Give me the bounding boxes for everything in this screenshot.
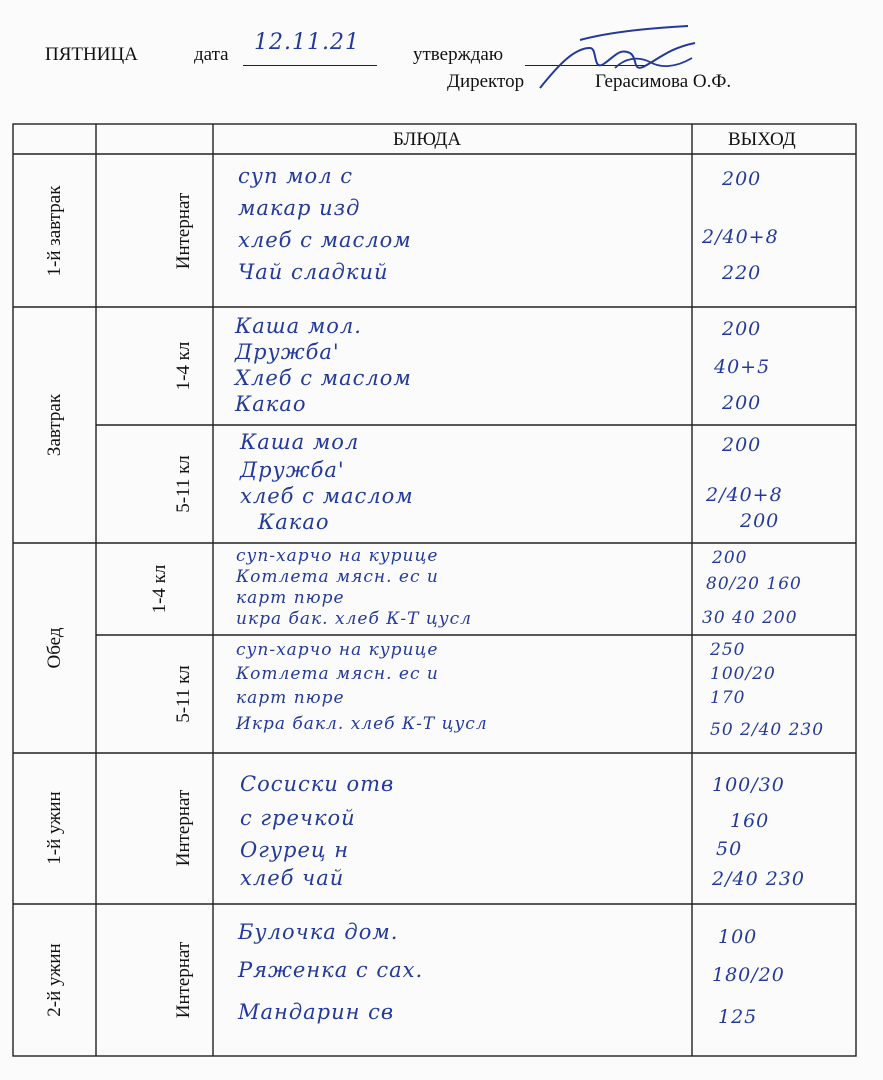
output-item: 2/40+8 (706, 484, 783, 506)
output-item: 200 (712, 548, 748, 568)
dish-item: Булочка дом. (238, 920, 399, 944)
dish-item: Огурец н (240, 838, 350, 862)
director-label: Директор (447, 71, 525, 92)
dish-item: Каша мол (240, 430, 360, 454)
date-label: дата (194, 44, 229, 65)
output-item: 180/20 (712, 964, 785, 986)
dish-item: хлеб чай (240, 866, 345, 890)
output-item: 200 (740, 510, 780, 532)
dish-item: Мандарин св (238, 1000, 395, 1024)
output-item: 50 2/40 230 (710, 720, 825, 740)
dish-item: с гречкой (240, 806, 356, 830)
output-item: 100/30 (712, 774, 785, 796)
dish-item: Икра бакл. хлеб К-Т цусл (236, 714, 488, 734)
approve-label: утверждаю (413, 44, 504, 65)
column-header-dishes: БЛЮДА (393, 129, 462, 150)
dish-item: карт пюре (236, 688, 345, 708)
dish-item: Какао (258, 510, 330, 534)
meal-label: Обед (44, 627, 65, 669)
meal-label: Завтрак (44, 393, 65, 457)
output-item: 125 (718, 1006, 758, 1028)
output-item: 200 (722, 318, 762, 340)
output-item: 80/20 160 (706, 574, 802, 594)
output-item: 100/20 (710, 664, 776, 684)
dish-item: макар изд (238, 196, 361, 220)
group-label: 1-4 кл (173, 341, 194, 391)
dish-item: карт пюре (236, 588, 345, 608)
group-label: 5-11 кл (173, 665, 194, 723)
dish-item: Каша мол. (235, 314, 362, 338)
output-item: 200 (722, 168, 762, 190)
date-value: 12.11.21 (254, 30, 360, 55)
group-label: Интернат (173, 941, 194, 1019)
dish-item: Хлеб с маслом (235, 366, 412, 390)
dish-item: Чай сладкий (238, 260, 389, 284)
meal-label: 1-й завтрак (44, 185, 65, 277)
output-item: 160 (730, 810, 770, 832)
output-item: 2/40 230 (712, 868, 805, 890)
output-item: 250 (710, 640, 746, 660)
group-label: 1-4 кл (149, 564, 170, 614)
dish-item: Дружба' (235, 340, 340, 364)
director-name: Герасимова О.Ф. (595, 71, 732, 92)
output-item: 100 (718, 926, 758, 948)
dish-item: икра бак. хлеб К-Т цусл (236, 609, 472, 629)
dish-item: Сосиски отв (240, 772, 395, 796)
output-item: 30 40 200 (702, 608, 798, 628)
day-label: ПЯТНИЦА (45, 44, 138, 65)
dish-item: Какао (235, 392, 307, 416)
dish-item: хлеб с маслом (238, 228, 412, 252)
dish-item: Котлета мясн. ес и (236, 664, 439, 684)
meal-label: 2-й ужин (44, 943, 65, 1017)
dish-item: суп-харчо на курице (236, 640, 439, 660)
dish-item: Дружба' (240, 458, 345, 482)
meal-label: 1-й ужин (44, 791, 65, 865)
output-item: 170 (710, 688, 746, 708)
output-item: 2/40+8 (702, 226, 779, 248)
output-item: 40+5 (714, 356, 771, 378)
group-label: Интернат (173, 789, 194, 867)
output-item: 200 (722, 392, 762, 414)
dish-item: Котлета мясн. ес и (236, 567, 439, 587)
dish-item: Ряженка с сах. (238, 958, 424, 982)
output-item: 200 (722, 434, 762, 456)
output-item: 220 (722, 262, 762, 284)
column-header-output: ВЫХОД (728, 129, 796, 150)
dish-item: суп мол с (238, 164, 354, 188)
output-item: 50 (716, 838, 743, 860)
group-label: Интернат (173, 192, 194, 270)
dish-item: суп-харчо на курице (236, 546, 439, 566)
group-label: 5-11 кл (173, 455, 194, 513)
dish-item: хлеб с маслом (240, 484, 414, 508)
